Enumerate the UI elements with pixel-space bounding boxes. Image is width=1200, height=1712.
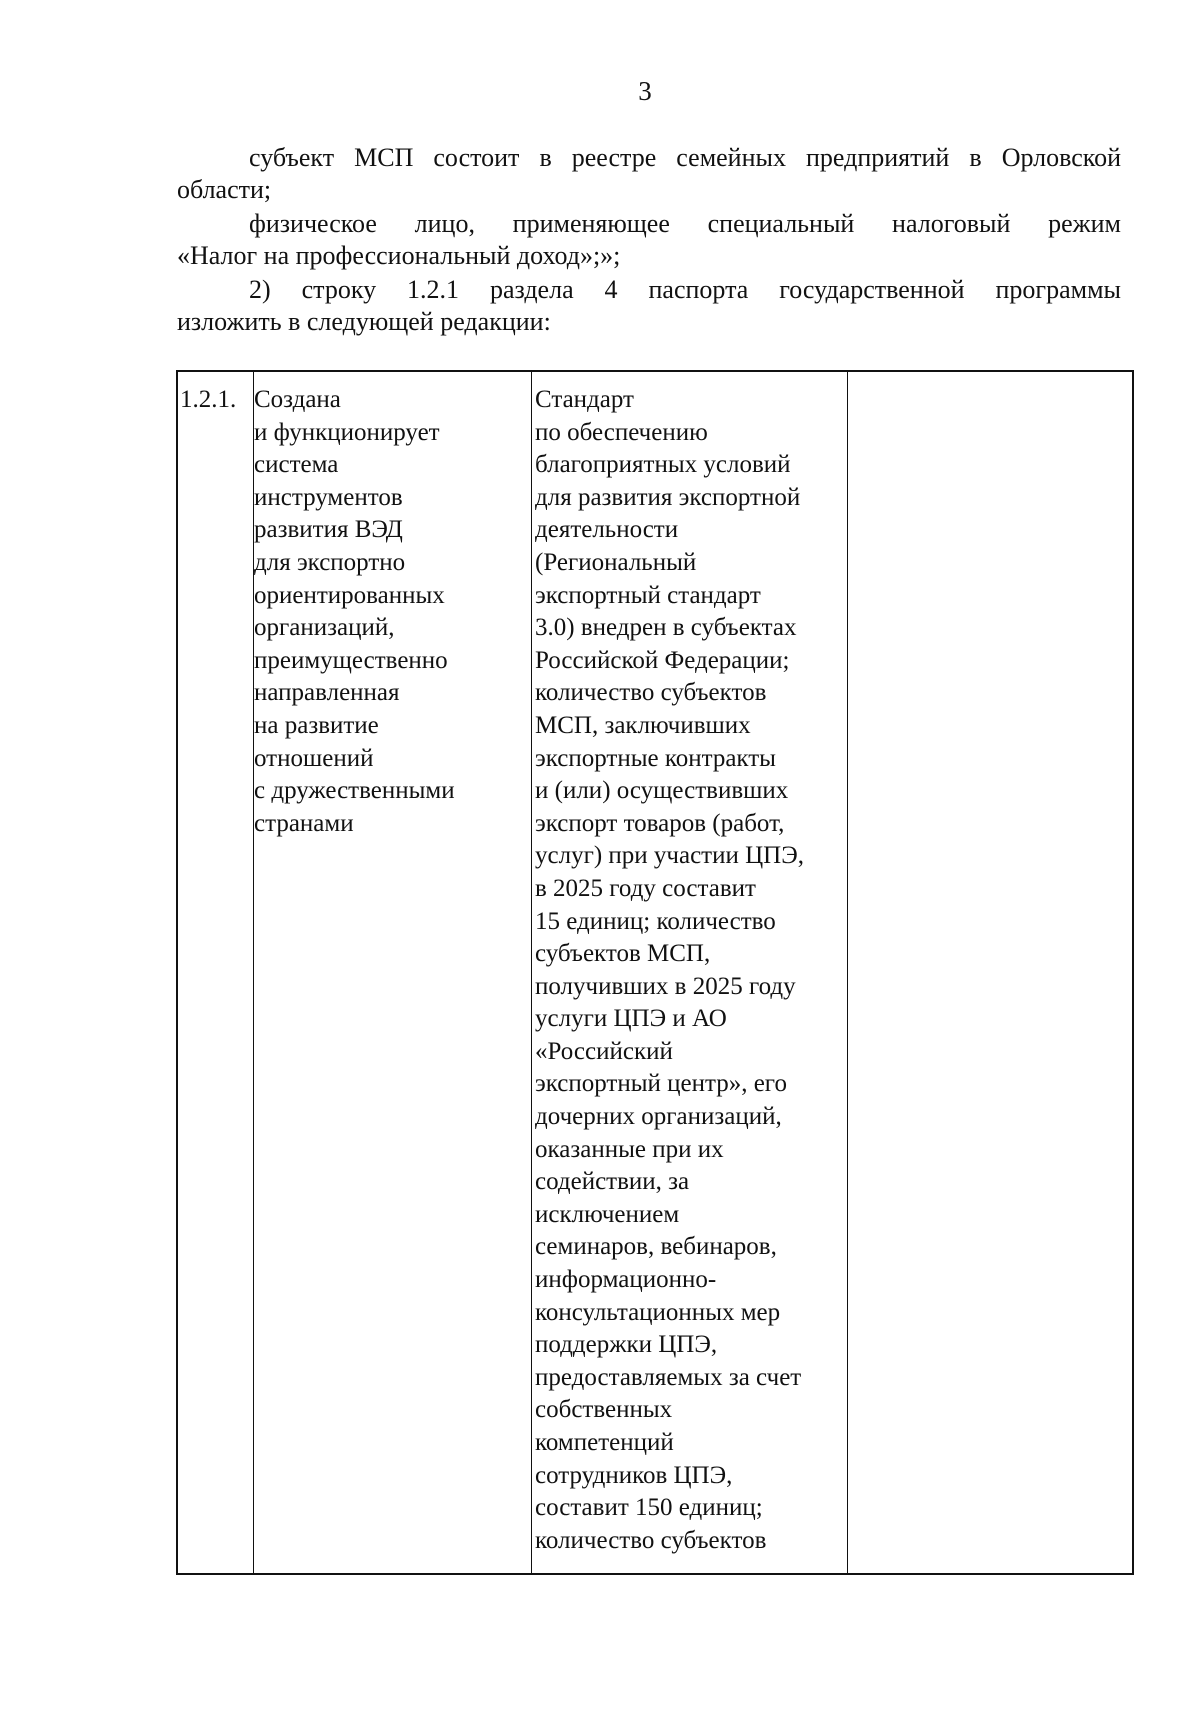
paragraph-continuation: области; bbox=[177, 175, 272, 204]
paragraph-first-line: 2) строку 1.2.1 раздела 4 паспорта государственной программы bbox=[249, 275, 1121, 304]
paragraph-continuation: «Налог на профессиональный доход»;»; bbox=[177, 241, 621, 270]
paragraph-continuation: изложить в следующей редакции: bbox=[177, 307, 551, 336]
column-divider bbox=[531, 372, 532, 1573]
paragraph-first-line: субъект МСП состоит в реестре семейных предприятий в Орловской bbox=[249, 143, 1121, 172]
paragraph-family-business-registry bbox=[177, 142, 1121, 206]
row-number-cell: 1.2.1. bbox=[180, 386, 237, 413]
paragraph-self-employed bbox=[177, 208, 1121, 272]
paragraph-amendment-instruction bbox=[177, 274, 1121, 338]
paragraph-first-line: физическое лицо, применяющее специальный налоговый режим bbox=[249, 209, 1121, 238]
result-cell: Стандарт по обеспечению благоприятных условий для развития экспортной деятельности (Региональный экспортный стандарт 3.0) внедрен в субъектах Российской Федерации; количество субъектов МСП, заключивших экспортные контракты и (или) осуществивших экспорт товаров (работ, услуг) при участии ЦПЭ, в 2025 году составит 15 единиц; количество субъектов МСП, получивших в 2025 году услуги ЦПЭ и АО «Российский экспортный центр», его дочерних организаций, оказанные при их содействии, за исключением семинаров, вебинаров, информационно- консультационных мер поддержки ЦПЭ, предоставляемых за счет собственных компетенций сотрудников ЦПЭ, составит 150 единиц; количество субъектов bbox=[535, 386, 804, 1554]
task-cell: Создана и функционирует система инструментов развития ВЭД для экспортно ориентированных организаций, преимущественно направленная на развитие отношений с дружественными странами bbox=[254, 386, 455, 837]
page-number: 3 bbox=[638, 76, 652, 106]
program-passport-table bbox=[176, 370, 1134, 1575]
